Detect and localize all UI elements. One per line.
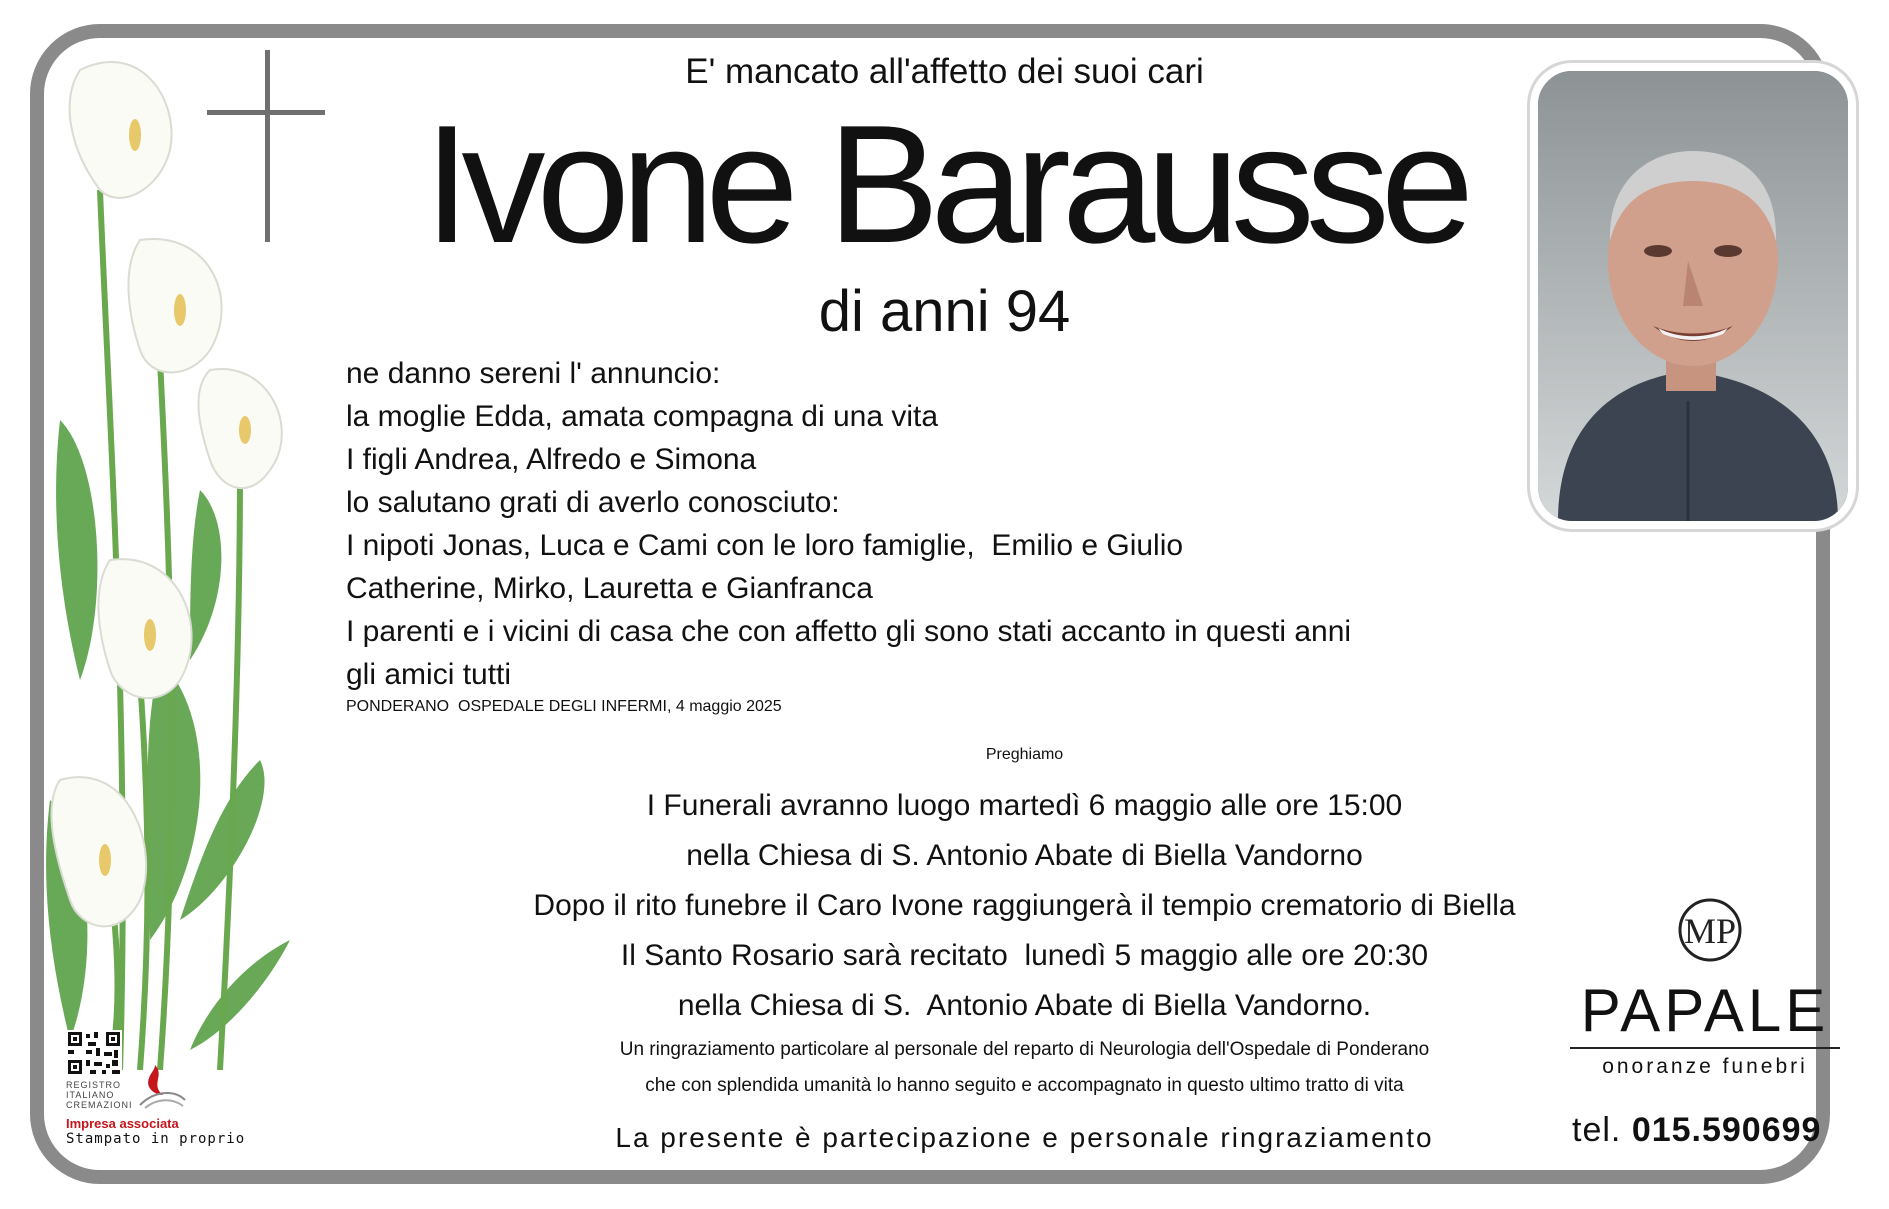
- mourners-line: I figli Andrea, Alfredo e Simona: [346, 443, 757, 476]
- pray-text: Preghiamo: [985, 746, 1064, 763]
- monogram-icon: [1560, 895, 1850, 965]
- deceased-name: Ivone Barausse: [423, 90, 1466, 278]
- associated-company-label: Impresa associata: [66, 1116, 179, 1131]
- funeral-line: nella Chiesa di S. Antonio Abate di Biella Vandorno: [686, 839, 1363, 872]
- logo-divider: [1570, 1047, 1840, 1049]
- mourners-line: I nipoti Jonas, Luca e Cami con le loro famiglie, Emilio e Giulio: [346, 529, 1184, 562]
- mourners-line: I parenti e i vicini di casa che con affetto gli sono stati accanto in questi anni: [346, 615, 1352, 648]
- company-logo: [1560, 895, 1850, 1079]
- funeral-line: Dopo il rito funebre il Caro Ivone raggiungerà il tempio crematorio di Biella: [533, 889, 1516, 922]
- printed-note: Stampato in proprio: [66, 1131, 246, 1147]
- footer-text: La presente è partecipazione e personale ringraziamento: [615, 1122, 1434, 1153]
- registry-line: ITALIANO: [66, 1090, 115, 1100]
- cremation-registry: [66, 1080, 133, 1110]
- registry-line: REGISTRO: [66, 1080, 122, 1090]
- mourners-line: la moglie Edda, amata compagna di una vita: [346, 400, 939, 433]
- mourners-line: ne danno sereni l' annuncio:: [346, 357, 721, 390]
- age-text: di anni 94: [818, 279, 1071, 344]
- company-phone: [1572, 1111, 1821, 1150]
- portrait-photo: [1530, 63, 1856, 529]
- company-subtitle: onoranze funebri: [1602, 1055, 1808, 1078]
- registry-line: CREMAZIONI: [66, 1100, 133, 1110]
- phone-prefix: tel.: [1572, 1111, 1622, 1149]
- place-date: PONDERANO OSPEDALE DEGLI INFERMI, 4 maggio 2025: [346, 698, 782, 715]
- mourners-line: Catherine, Mirko, Lauretta e Gianfranca: [346, 572, 873, 605]
- company-name: PAPALE: [1580, 977, 1830, 1044]
- funeral-line: I Funerali avranno luogo martedì 6 maggio alle ore 15:00: [646, 789, 1403, 822]
- mourners-line: lo salutano grati di averlo conosciuto:: [346, 486, 840, 519]
- funeral-line: Il Santo Rosario sarà recitato lunedì 5 maggio alle ore 20:30: [620, 939, 1429, 972]
- thanks-line: che con splendida umanità lo hanno seguito e accompagnato in questo ultimo tratto di vita: [645, 1075, 1404, 1096]
- monogram-text: MP: [1683, 911, 1737, 951]
- funeral-line: nella Chiesa di S. Antonio Abate di Biella Vandorno.: [677, 989, 1372, 1022]
- flame-icon: [135, 1060, 190, 1115]
- mourners-list: [346, 352, 1351, 696]
- phone-number: 015.590699: [1631, 1111, 1822, 1149]
- qr-code-icon: [66, 1030, 122, 1076]
- thanks-line: Un ringraziamento particolare al personale del reparto di Neurologia dell'Ospedale di Ponderano: [619, 1039, 1430, 1060]
- mourners-line: gli amici tutti: [346, 658, 512, 691]
- intro-text: E' mancato all'affetto dei suoi cari: [685, 52, 1204, 91]
